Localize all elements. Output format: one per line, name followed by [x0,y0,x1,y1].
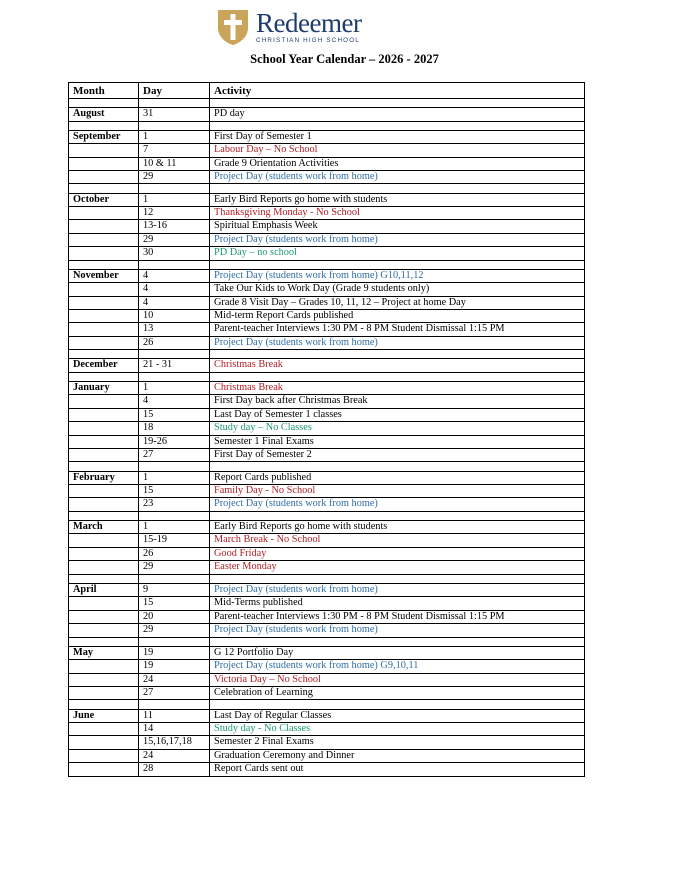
spacer-cell [210,350,585,359]
month-cell [69,395,139,408]
day-cell: 26 [139,336,210,349]
spacer-row [69,121,585,130]
month-cell [69,283,139,296]
spacer-cell [139,99,210,108]
month-cell [69,722,139,735]
table-row [69,485,585,498]
spacer-cell [210,511,585,520]
month-cell [69,597,139,610]
day-cell: 13 [139,323,210,336]
table-row [69,624,585,637]
month-cell: March [69,521,139,534]
day-cell: 15-19 [139,534,210,547]
spacer-cell [69,372,139,381]
activity-cell: Last Day of Regular Classes [210,709,585,722]
spacer-cell [139,184,210,193]
calendar-body [69,99,585,777]
spacer-cell [210,99,585,108]
header-row [69,83,585,99]
activity-cell: Early Bird Reports go home with students [210,193,585,206]
table-row [69,709,585,722]
spacer-cell [210,121,585,130]
month-cell [69,435,139,448]
month-cell: November [69,269,139,282]
table-row [69,534,585,547]
activity-cell: G 12 Portfolio Day [210,646,585,659]
spacer-cell [139,462,210,471]
day-cell: 15,16,17,18 [139,736,210,749]
spacer-cell [69,350,139,359]
month-cell: June [69,709,139,722]
spacer-cell [210,462,585,471]
spacer-cell [210,574,585,583]
activity-cell: Spiritual Emphasis Week [210,220,585,233]
month-cell [69,422,139,435]
table-row [69,471,585,484]
logo-name: Redeemer [256,7,362,38]
day-cell: 23 [139,498,210,511]
activity-cell: Graduation Ceremony and Dinner [210,749,585,762]
table-row [69,646,585,659]
activity-cell: Project Day (students work from home) [210,336,585,349]
spacer-cell [69,637,139,646]
table-row [69,310,585,323]
activity-cell: Christmas Break [210,382,585,395]
table-row [69,207,585,220]
activity-cell: Thanksgiving Monday - No School [210,207,585,220]
table-row [69,583,585,596]
spacer-cell [210,637,585,646]
page-title: School Year Calendar – 2026 - 2027 [250,52,439,66]
calendar-table [68,82,585,777]
table-row [69,561,585,574]
table-row [69,660,585,673]
day-cell: 21 - 31 [139,359,210,372]
day-cell: 10 [139,310,210,323]
spacer-cell [210,260,585,269]
activity-cell: Grade 9 Orientation Activities [210,157,585,170]
table-row [69,144,585,157]
school-logo [216,8,361,46]
table-row [69,283,585,296]
activity-cell: PD day [210,108,585,121]
table-row [69,296,585,309]
table-row [69,686,585,699]
table-row [69,108,585,121]
day-cell: 7 [139,144,210,157]
activity-cell: First Day of Semester 2 [210,449,585,462]
spacer-cell [210,700,585,709]
month-cell [69,171,139,184]
month-cell [69,485,139,498]
activity-cell: Semester 1 Final Exams [210,435,585,448]
spacer-row [69,511,585,520]
spacer-cell [69,574,139,583]
spacer-cell [139,260,210,269]
month-cell [69,673,139,686]
activity-cell: First Day of Semester 1 [210,130,585,143]
spacer-row [69,372,585,381]
activity-cell: Report Cards published [210,471,585,484]
day-cell: 19-26 [139,435,210,448]
activity-cell: Christmas Break [210,359,585,372]
day-cell: 1 [139,471,210,484]
activity-cell: Celebration of Learning [210,686,585,699]
day-cell: 30 [139,247,210,260]
month-cell: January [69,382,139,395]
month-cell [69,547,139,560]
activity-cell: Easter Monday [210,561,585,574]
table-row [69,422,585,435]
day-cell: 4 [139,283,210,296]
activity-cell: Study day - No Classes [210,722,585,735]
month-cell [69,763,139,776]
activity-cell: First Day back after Christmas Break [210,395,585,408]
month-cell [69,624,139,637]
spacer-cell [69,121,139,130]
table-row [69,610,585,623]
table-row [69,749,585,762]
spacer-row [69,574,585,583]
spacer-cell [139,700,210,709]
table-row [69,408,585,421]
day-cell: 12 [139,207,210,220]
month-cell: December [69,359,139,372]
month-cell [69,561,139,574]
table-row [69,220,585,233]
table-row [69,673,585,686]
table-row [69,336,585,349]
activity-header: Activity [210,83,585,99]
month-cell [69,323,139,336]
day-cell: 15 [139,485,210,498]
month-cell: September [69,130,139,143]
day-cell: 27 [139,449,210,462]
spacer-row [69,637,585,646]
table-row [69,395,585,408]
month-cell: October [69,193,139,206]
month-cell [69,310,139,323]
day-cell: 29 [139,233,210,246]
activity-cell: PD Day – no school [210,247,585,260]
activity-cell: Last Day of Semester 1 classes [210,408,585,421]
month-cell [69,610,139,623]
month-cell [69,686,139,699]
month-cell [69,220,139,233]
month-cell [69,247,139,260]
activity-cell: Project Day (students work from home) [210,233,585,246]
table-row [69,269,585,282]
month-cell [69,336,139,349]
month-cell [69,233,139,246]
day-cell: 28 [139,763,210,776]
table-row [69,722,585,735]
logo-subtitle: CHRISTIAN HIGH SCHOOL [256,36,360,44]
activity-cell: Project Day (students work from home) G10,11,12 [210,269,585,282]
day-cell: 19 [139,646,210,659]
day-cell: 9 [139,583,210,596]
spacer-row [69,350,585,359]
day-cell: 11 [139,709,210,722]
day-cell: 14 [139,722,210,735]
spacer-cell [69,462,139,471]
month-cell [69,749,139,762]
table-row [69,521,585,534]
day-cell: 15 [139,408,210,421]
activity-cell: Parent-teacher Interviews 1:30 PM - 8 PM Student Dismissal 1:15 PM [210,323,585,336]
day-cell: 19 [139,660,210,673]
day-cell: 1 [139,382,210,395]
spacer-cell [139,121,210,130]
spacer-row [69,700,585,709]
day-cell: 20 [139,610,210,623]
month-cell [69,534,139,547]
table-row [69,233,585,246]
day-cell: 4 [139,269,210,282]
month-cell [69,408,139,421]
table-row [69,382,585,395]
month-cell: April [69,583,139,596]
day-cell: 13-16 [139,220,210,233]
spacer-cell [139,350,210,359]
table-row [69,597,585,610]
spacer-row [69,260,585,269]
activity-cell: Take Our Kids to Work Day (Grade 9 students only) [210,283,585,296]
day-cell: 27 [139,686,210,699]
day-cell: 31 [139,108,210,121]
day-cell: 26 [139,547,210,560]
table-row [69,736,585,749]
spacer-cell [210,184,585,193]
month-header: Month [69,83,139,99]
day-cell: 1 [139,193,210,206]
spacer-cell [139,372,210,381]
activity-cell: March Break - No School [210,534,585,547]
day-header: Day [139,83,210,99]
month-cell [69,144,139,157]
activity-cell: Project Day (students work from home) [210,498,585,511]
table-row [69,157,585,170]
day-cell: 1 [139,521,210,534]
table-row [69,171,585,184]
activity-cell: Early Bird Reports go home with students [210,521,585,534]
table-row [69,323,585,336]
spacer-cell [139,574,210,583]
spacer-cell [69,700,139,709]
day-cell: 15 [139,597,210,610]
activity-cell: Project Day (students work from home) G9,10,11 [210,660,585,673]
month-cell [69,449,139,462]
day-cell: 4 [139,395,210,408]
month-cell [69,660,139,673]
activity-cell: Mid-Terms published [210,597,585,610]
day-cell: 29 [139,561,210,574]
day-cell: 18 [139,422,210,435]
month-cell [69,736,139,749]
month-cell [69,498,139,511]
spacer-cell [210,372,585,381]
spacer-cell [139,637,210,646]
spacer-row [69,99,585,108]
day-cell: 4 [139,296,210,309]
spacer-cell [139,511,210,520]
activity-cell: Project Day (students work from home) [210,624,585,637]
month-cell [69,296,139,309]
month-cell: August [69,108,139,121]
table-row [69,449,585,462]
month-cell [69,157,139,170]
spacer-cell [69,260,139,269]
month-cell: February [69,471,139,484]
day-cell: 24 [139,749,210,762]
table-row [69,247,585,260]
table-row [69,763,585,776]
day-cell: 24 [139,673,210,686]
table-row [69,435,585,448]
day-cell: 10 & 11 [139,157,210,170]
table-row [69,359,585,372]
day-cell: 29 [139,624,210,637]
table-row [69,130,585,143]
activity-cell: Mid-term Report Cards published [210,310,585,323]
activity-cell: Report Cards sent out [210,763,585,776]
table-row [69,498,585,511]
activity-cell: Labour Day – No School [210,144,585,157]
table-row [69,193,585,206]
activity-cell: Semester 2 Final Exams [210,736,585,749]
activity-cell: Grade 8 Visit Day – Grades 10, 11, 12 – Project at home Day [210,296,585,309]
month-cell: May [69,646,139,659]
day-cell: 1 [139,130,210,143]
activity-cell: Project Day (students work from home) [210,583,585,596]
activity-cell: Family Day - No School [210,485,585,498]
activity-cell: Victoria Day – No School [210,673,585,686]
spacer-row [69,184,585,193]
spacer-cell [69,99,139,108]
month-cell [69,207,139,220]
spacer-cell [69,184,139,193]
spacer-row [69,462,585,471]
activity-cell: Good Friday [210,547,585,560]
cross-shield-icon [216,8,250,46]
spacer-cell [69,511,139,520]
activity-cell: Parent-teacher Interviews 1:30 PM - 8 PM Student Dismissal 1:15 PM [210,610,585,623]
activity-cell: Project Day (students work from home) [210,171,585,184]
activity-cell: Study day – No Classes [210,422,585,435]
table-row [69,547,585,560]
day-cell: 29 [139,171,210,184]
